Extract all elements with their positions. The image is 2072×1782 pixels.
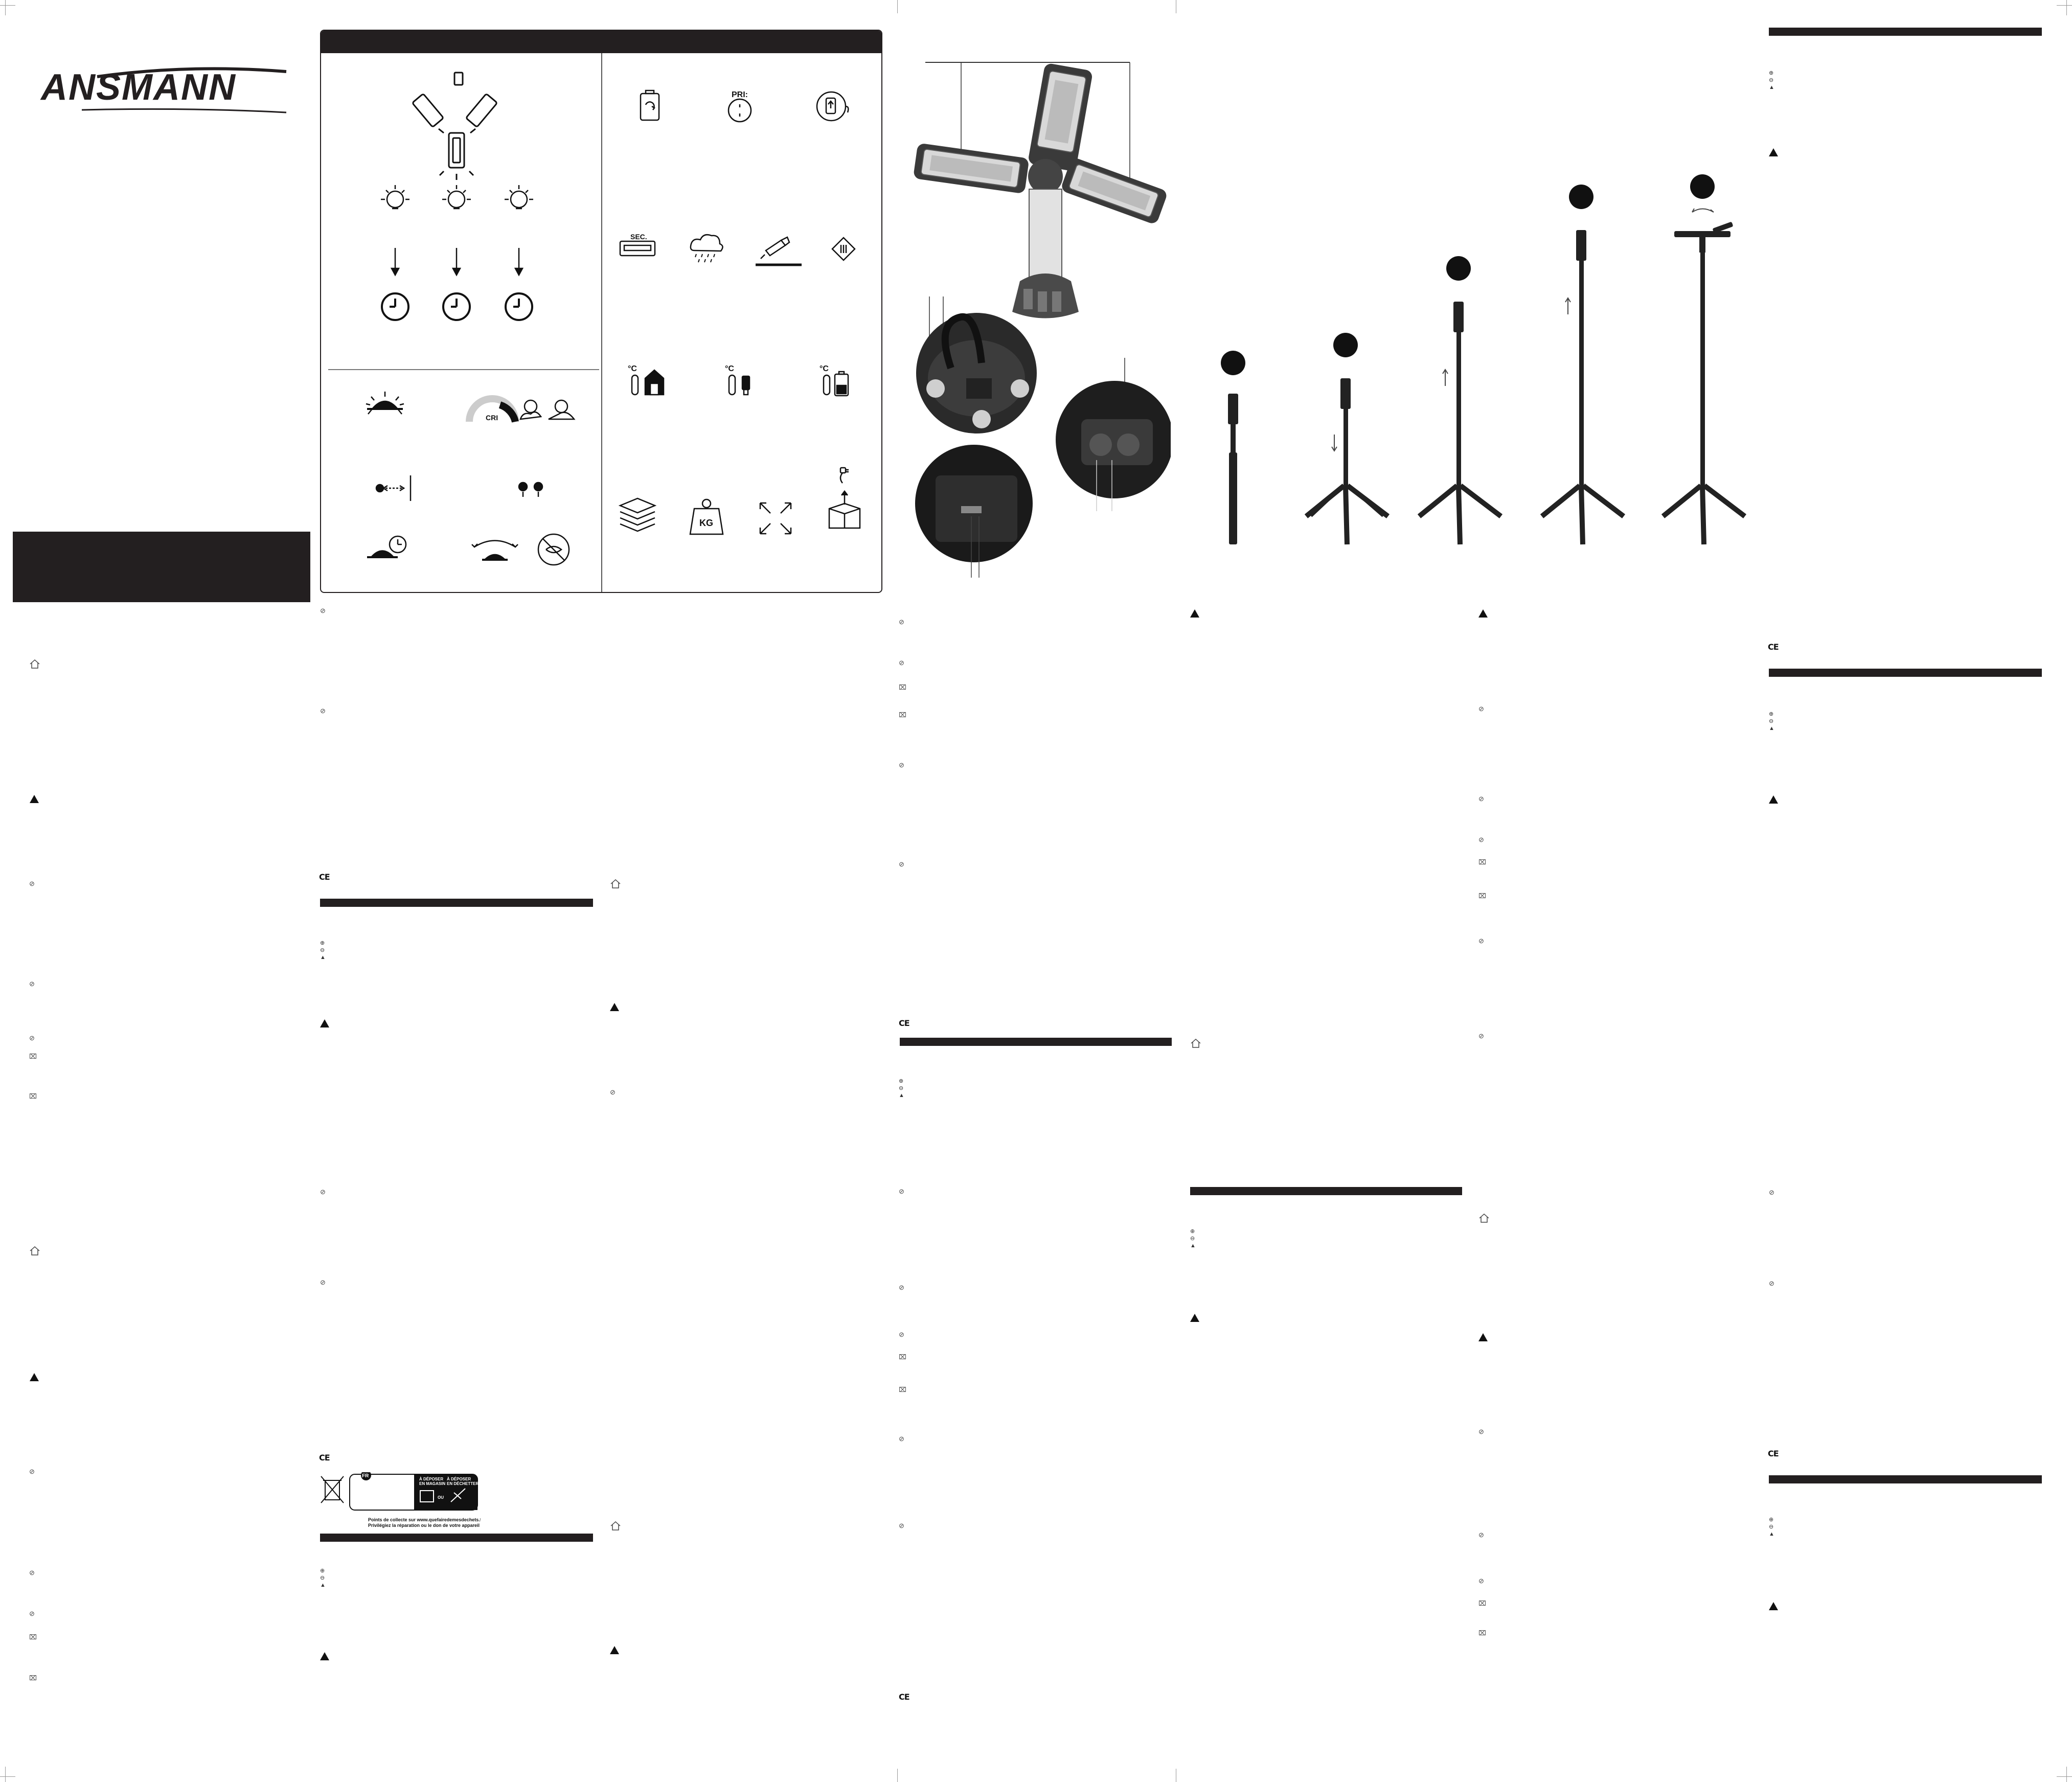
ce-mark: CE bbox=[1768, 642, 1779, 652]
lamp-brightness-icon bbox=[366, 392, 404, 414]
ce-mark: CE bbox=[319, 1453, 330, 1463]
bin-icon: ⌧ bbox=[899, 1386, 906, 1393]
section-bar bbox=[320, 1534, 593, 1542]
warning-icon bbox=[1190, 1314, 1199, 1322]
warning-icon bbox=[30, 1373, 39, 1381]
battery-charge-icon bbox=[817, 92, 848, 121]
ce-mark: CE bbox=[899, 1018, 909, 1028]
crop-mark bbox=[2057, 1776, 2072, 1777]
circle-slash-icon: ⊘ bbox=[1478, 795, 1484, 803]
lamp-timer-icon bbox=[367, 536, 406, 557]
svg-text:À DÉPOSER: À DÉPOSER bbox=[419, 1477, 444, 1481]
usb-secondary-icon bbox=[620, 233, 655, 256]
crop-mark bbox=[2066, 1767, 2067, 1782]
rain-cloud-icon bbox=[691, 235, 723, 262]
warning-icon bbox=[1190, 609, 1199, 618]
circle-slash-icon: ⊘ bbox=[1478, 1577, 1484, 1585]
layers-icon bbox=[620, 498, 655, 531]
bin-icon: ⌧ bbox=[29, 1674, 37, 1682]
tilt-angle-icon bbox=[472, 541, 518, 560]
circle-slash-icon: ⊘ bbox=[1478, 1428, 1484, 1435]
symbol-list: ⊕ ⊖ ▲ bbox=[1190, 1228, 1196, 1249]
ce-mark: CE bbox=[899, 1692, 909, 1702]
home-icon bbox=[1478, 1213, 1490, 1224]
storage-temp-icon bbox=[628, 364, 664, 395]
circle-slash-icon: ⊘ bbox=[320, 1278, 326, 1286]
bin-icon: ⌧ bbox=[1478, 1629, 1486, 1637]
class-iii-icon bbox=[832, 238, 855, 260]
clock-icons bbox=[382, 293, 532, 320]
svg-text:PRI:: PRI: bbox=[732, 90, 748, 99]
logo-text: ANSMANN bbox=[41, 67, 236, 108]
warning-icon bbox=[30, 795, 39, 803]
section-bar bbox=[900, 1038, 1172, 1046]
circle-slash-icon: ⊘ bbox=[1478, 705, 1484, 713]
crop-mark bbox=[5, 0, 6, 15]
home-icon bbox=[29, 658, 40, 670]
section-bar bbox=[1190, 1187, 1462, 1195]
bin-icon: ⌧ bbox=[1478, 858, 1486, 866]
dimensions-icon bbox=[760, 503, 791, 534]
assembly-step-5 bbox=[1663, 174, 1745, 544]
no-stare-icon bbox=[538, 534, 569, 565]
cri-gauge-icon bbox=[469, 399, 515, 422]
bin-icon: ⌧ bbox=[29, 1053, 37, 1060]
warning-icon bbox=[1769, 1602, 1778, 1610]
usb-port-detail bbox=[915, 445, 1033, 578]
bottom-hook-detail bbox=[916, 313, 1037, 433]
weather-sun-icon bbox=[520, 400, 574, 419]
symbol-list: ⊕ ⊖ ▲ bbox=[1769, 711, 1774, 732]
svg-text:FR: FR bbox=[362, 1473, 369, 1479]
svg-text:Privilégiez la réparation ou l: Privilégiez la réparation ou le don de votre appareil ! bbox=[368, 1523, 481, 1528]
bin-icon: ⌧ bbox=[899, 711, 906, 719]
svg-text:EN MAGASIN: EN MAGASIN bbox=[419, 1481, 446, 1486]
svg-text:°C: °C bbox=[819, 364, 829, 373]
home-icon bbox=[1190, 1038, 1201, 1049]
crossed-bin-icon bbox=[321, 1476, 344, 1503]
symbol-list: ⊕ ⊖ ▲ bbox=[320, 1568, 326, 1588]
battery-recycle-icon bbox=[641, 90, 659, 120]
circle-slash-icon: ⊘ bbox=[320, 1188, 326, 1196]
crop-mark bbox=[897, 0, 898, 13]
warning-icon bbox=[320, 1652, 329, 1660]
circle-slash-icon: ⊘ bbox=[899, 1522, 904, 1529]
circle-slash-icon: ⊘ bbox=[29, 880, 35, 887]
crop-mark bbox=[2057, 5, 2072, 6]
crop-mark bbox=[5, 1767, 6, 1782]
bin-icon: ⌧ bbox=[1478, 892, 1486, 900]
circle-slash-icon: ⊘ bbox=[899, 1331, 904, 1338]
svg-text:CRI: CRI bbox=[486, 414, 498, 422]
symbol-list: ⊕ ⊖ ▲ bbox=[1769, 70, 1774, 90]
warning-icon bbox=[610, 1646, 619, 1654]
bin-icon: ⌧ bbox=[1478, 1600, 1486, 1607]
bulb-icons bbox=[381, 185, 533, 209]
lamp-panels-icon bbox=[412, 73, 497, 180]
svg-text:KG: KG bbox=[699, 518, 713, 528]
section-bar bbox=[1769, 28, 2042, 36]
home-icon bbox=[29, 1245, 40, 1256]
button-panel-detail bbox=[1056, 358, 1171, 511]
distance-icon bbox=[376, 475, 411, 501]
charging-temp-icon bbox=[819, 364, 848, 396]
circle-slash-icon: ⊘ bbox=[1478, 836, 1484, 843]
svg-text:Points de collecte sur www.que: Points de collecte sur www.quefairedemesdechets.fr bbox=[368, 1517, 481, 1522]
assembly-step-4 bbox=[1542, 185, 1624, 544]
circle-slash-icon: ⊘ bbox=[320, 607, 326, 614]
circle-slash-icon: ⊘ bbox=[1478, 937, 1484, 945]
bin-icon: ⌧ bbox=[29, 1633, 37, 1641]
detail-views bbox=[905, 291, 1171, 578]
svg-text:OU: OU bbox=[438, 1495, 444, 1500]
circle-slash-icon: ⊘ bbox=[1478, 1032, 1484, 1040]
svg-text:°C: °C bbox=[628, 364, 637, 373]
crop-mark bbox=[0, 1776, 15, 1777]
warning-icon bbox=[1478, 1333, 1488, 1341]
svg-text:SEC.: SEC. bbox=[630, 233, 647, 241]
svg-text:°C: °C bbox=[725, 364, 734, 373]
circle-slash-icon: ⊘ bbox=[899, 1435, 904, 1443]
assembly-steps bbox=[1196, 164, 1748, 552]
bin-icon: ⌧ bbox=[29, 1092, 37, 1100]
warning-icon bbox=[1769, 148, 1778, 156]
circle-slash-icon: ⊘ bbox=[320, 707, 326, 715]
bin-icon: ⌧ bbox=[899, 683, 906, 691]
symbol-list: ⊕ ⊖ ▲ bbox=[320, 940, 326, 961]
section-bar bbox=[1769, 669, 2042, 677]
section-bar bbox=[1769, 1475, 2042, 1483]
operating-temp-icon bbox=[725, 364, 749, 395]
warning-icon bbox=[1769, 795, 1778, 804]
circle-slash-icon: ⊘ bbox=[1769, 1280, 1774, 1287]
section-bar bbox=[320, 899, 593, 907]
recycling-info-block bbox=[317, 1472, 481, 1528]
ansmann-logo bbox=[36, 61, 291, 133]
crop-mark bbox=[2066, 0, 2067, 15]
flashlight-surface-icon bbox=[756, 237, 802, 265]
package-contents-icon bbox=[829, 468, 860, 528]
assembly-step-3 bbox=[1419, 256, 1501, 544]
crop-mark bbox=[897, 1769, 898, 1782]
circle-slash-icon: ⊘ bbox=[899, 618, 904, 626]
ce-mark: CE bbox=[1768, 1449, 1779, 1458]
svg-text:EN DÉCHETTERIE: EN DÉCHETTERIE bbox=[447, 1481, 481, 1486]
circle-slash-icon: ⊘ bbox=[899, 1284, 904, 1291]
assembly-step-2 bbox=[1306, 333, 1388, 544]
bin-icon: ⌧ bbox=[899, 1353, 906, 1361]
arrow-down-icons bbox=[392, 248, 522, 275]
primary-fuse-icon bbox=[728, 90, 751, 122]
circle-slash-icon: ⊘ bbox=[29, 1610, 35, 1617]
warning-icon bbox=[610, 1003, 619, 1011]
dual-bulb-icon bbox=[519, 483, 542, 497]
crop-mark bbox=[0, 5, 15, 6]
symbol-list: ⊕ ⊖ ▲ bbox=[899, 1078, 904, 1099]
circle-slash-icon: ⊘ bbox=[29, 1468, 35, 1475]
circle-slash-icon: ⊘ bbox=[29, 1034, 35, 1042]
circle-slash-icon: ⊘ bbox=[1769, 1189, 1774, 1196]
circle-slash-icon: ⊘ bbox=[1478, 1531, 1484, 1539]
svg-text:À DÉPOSER: À DÉPOSER bbox=[447, 1477, 471, 1481]
symbol-list: ⊕ ⊖ ▲ bbox=[1769, 1517, 1774, 1537]
circle-slash-icon: ⊘ bbox=[899, 761, 904, 769]
circle-slash-icon: ⊘ bbox=[29, 980, 35, 988]
circle-slash-icon: ⊘ bbox=[29, 1569, 35, 1577]
ce-mark: CE bbox=[319, 872, 330, 882]
assembly-step-1 bbox=[1221, 351, 1245, 544]
weight-icon bbox=[690, 499, 723, 534]
circle-slash-icon: ⊘ bbox=[610, 1088, 616, 1096]
warning-icon bbox=[320, 1019, 329, 1027]
circle-slash-icon: ⊘ bbox=[899, 659, 904, 667]
circle-slash-icon: ⊘ bbox=[899, 1187, 904, 1195]
home-icon bbox=[610, 878, 621, 889]
icon-panel bbox=[320, 30, 882, 593]
cover-title-bar bbox=[13, 532, 310, 602]
circle-slash-icon: ⊘ bbox=[899, 860, 904, 868]
warning-icon bbox=[1478, 609, 1488, 618]
work-light-illustration bbox=[910, 56, 1196, 322]
home-icon bbox=[610, 1520, 621, 1532]
